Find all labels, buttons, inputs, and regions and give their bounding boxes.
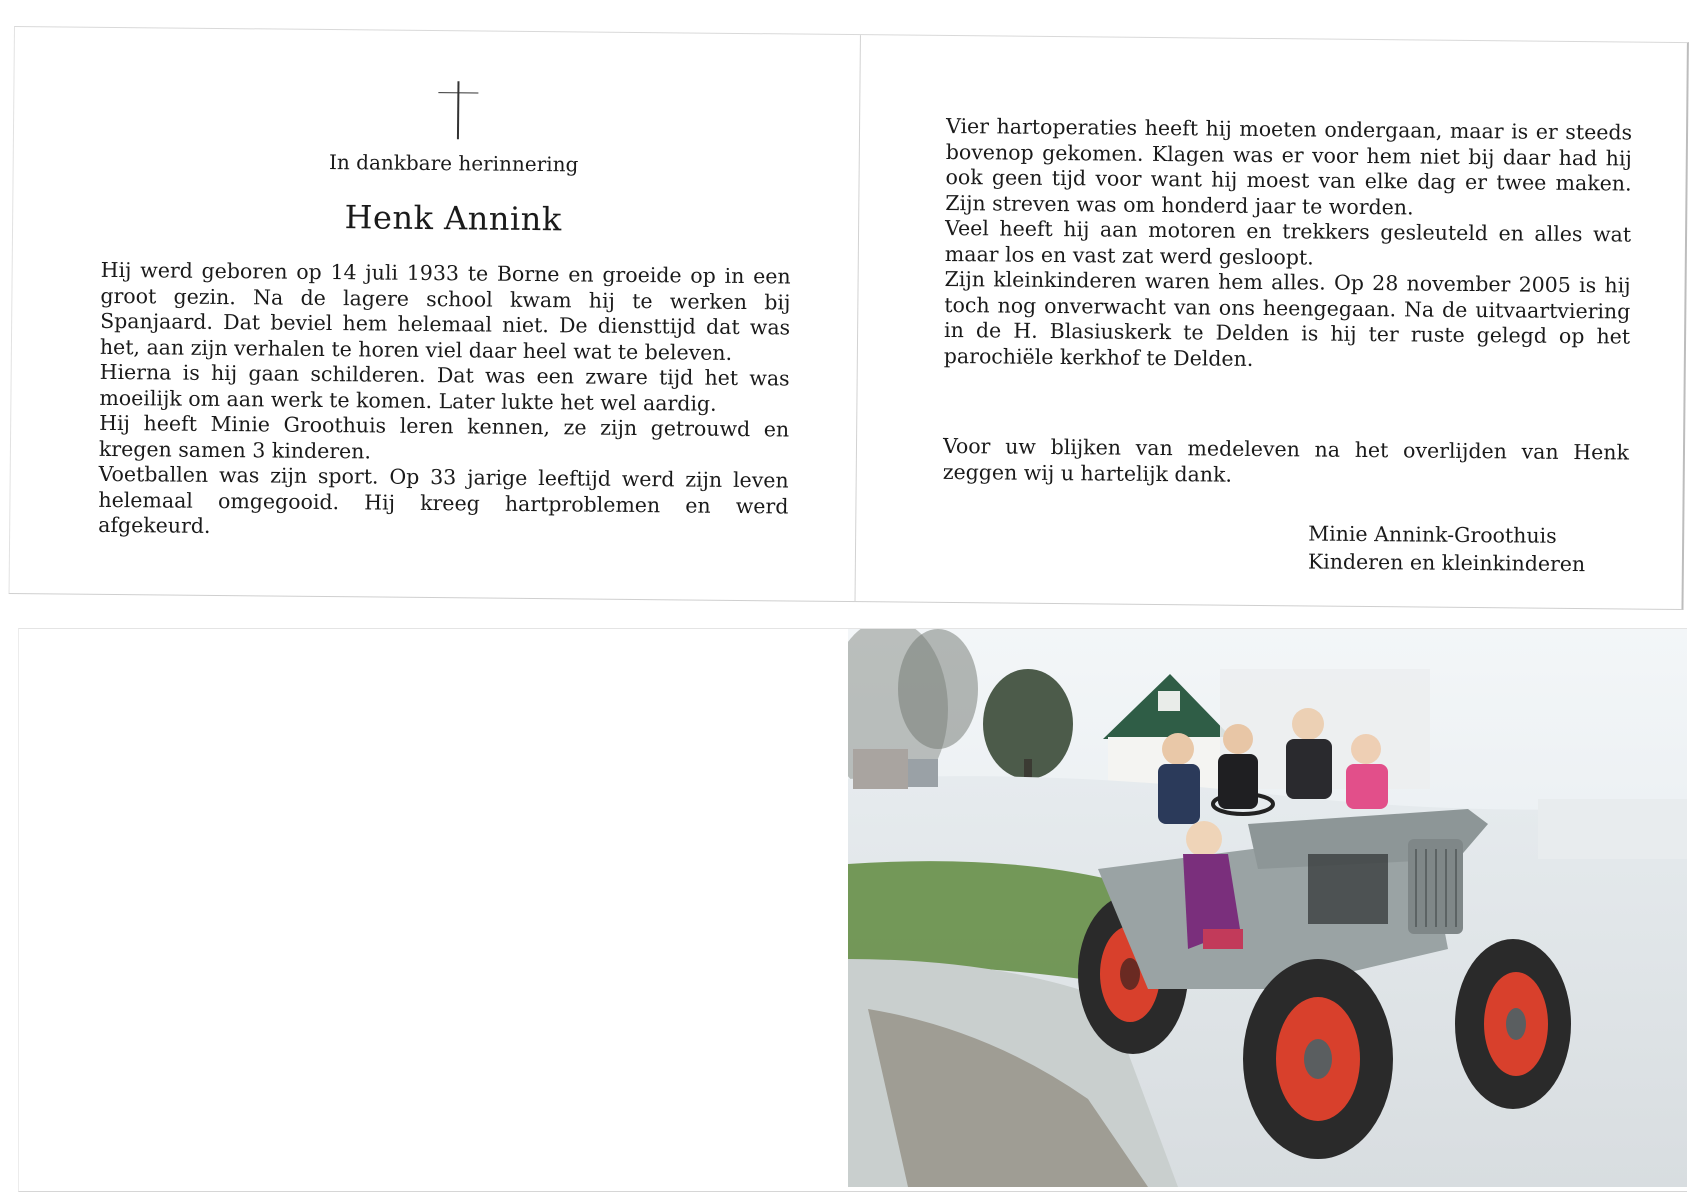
signature-block <box>1308 519 1586 578</box>
tractor-photo-illustration <box>848 629 1687 1187</box>
signature-line: Kinderen en kleinkinderen <box>1307 549 1586 577</box>
tractor-photo <box>848 629 1687 1187</box>
right-panel <box>924 56 1633 593</box>
biography-paragraph: Zijn kleinkinderen waren hem alles. Op 28 november 2005 is hij toch nog onverwacht van ons heengegaan. Na de uitvaartviering in de H. Blasiuskerk te Delden is hij ter ruste gelegd op het parochiële kerkhof te Delden. <box>943 266 1631 371</box>
card-fold-line <box>855 35 861 601</box>
intro-line: In dankbare herinnering <box>328 150 579 177</box>
biography-left <box>98 258 791 545</box>
cross-icon <box>438 81 479 139</box>
biography-paragraph: Hij heeft Minie Groothuis leren kennen, ze zijn getrouwd en kregen samen 3 kinderen. <box>98 410 790 463</box>
biography-paragraph: Voetballen was zijn sport. Op 33 jarige leeftijd werd zijn leven helemaal omgegooid. Hij kreeg hartproblemen en werd afgekeurd. <box>98 461 789 538</box>
biography-paragraph: Hierna is hij gaan schilderen. Dat was een zware tijd het was moeilijk om aan werk te komen. Later lukte het wel aardig. <box>99 359 790 416</box>
biography-paragraph: Veel heeft hij aan motoren en trekkers gesleuteld en alles wat maar los en vast zat werd gesloopt. <box>944 215 1632 269</box>
biography-right <box>944 114 1632 376</box>
signature-line: Minie Annink-Groothuis <box>1308 521 1557 548</box>
biography-paragraph: Hij werd geboren op 14 juli 1933 te Borne en groeide op in een groot gezin. Na de lagere school kwam hij te werken bij Spanjaard. Dat beviel hem helemaal niet. De diensttijd dat was het, aan zijn verhalen te horen viel daar heel wat te beleven. <box>99 257 791 365</box>
biography-paragraph: Vier hartoperaties heeft hij moeten ondergaan, maar is er steeds bovenop gekomen. Klagen was er voor hem niet bij daar had hij ook geen tijd voor want hij moest van elke dag er twee maken. Zijn streven was om honderd jaar te worden. <box>945 113 1633 219</box>
thank-you-paragraph: Voor uw blijken van medeleven na het overlijden van Henk zeggen wij u hartelijk dank. <box>942 433 1630 487</box>
deceased-name: Henk Annink <box>344 198 562 239</box>
left-panel <box>80 48 791 585</box>
memorial-card-inside <box>9 26 1689 610</box>
memorial-card-outside <box>18 628 1687 1192</box>
thank-you-text <box>943 434 1629 492</box>
